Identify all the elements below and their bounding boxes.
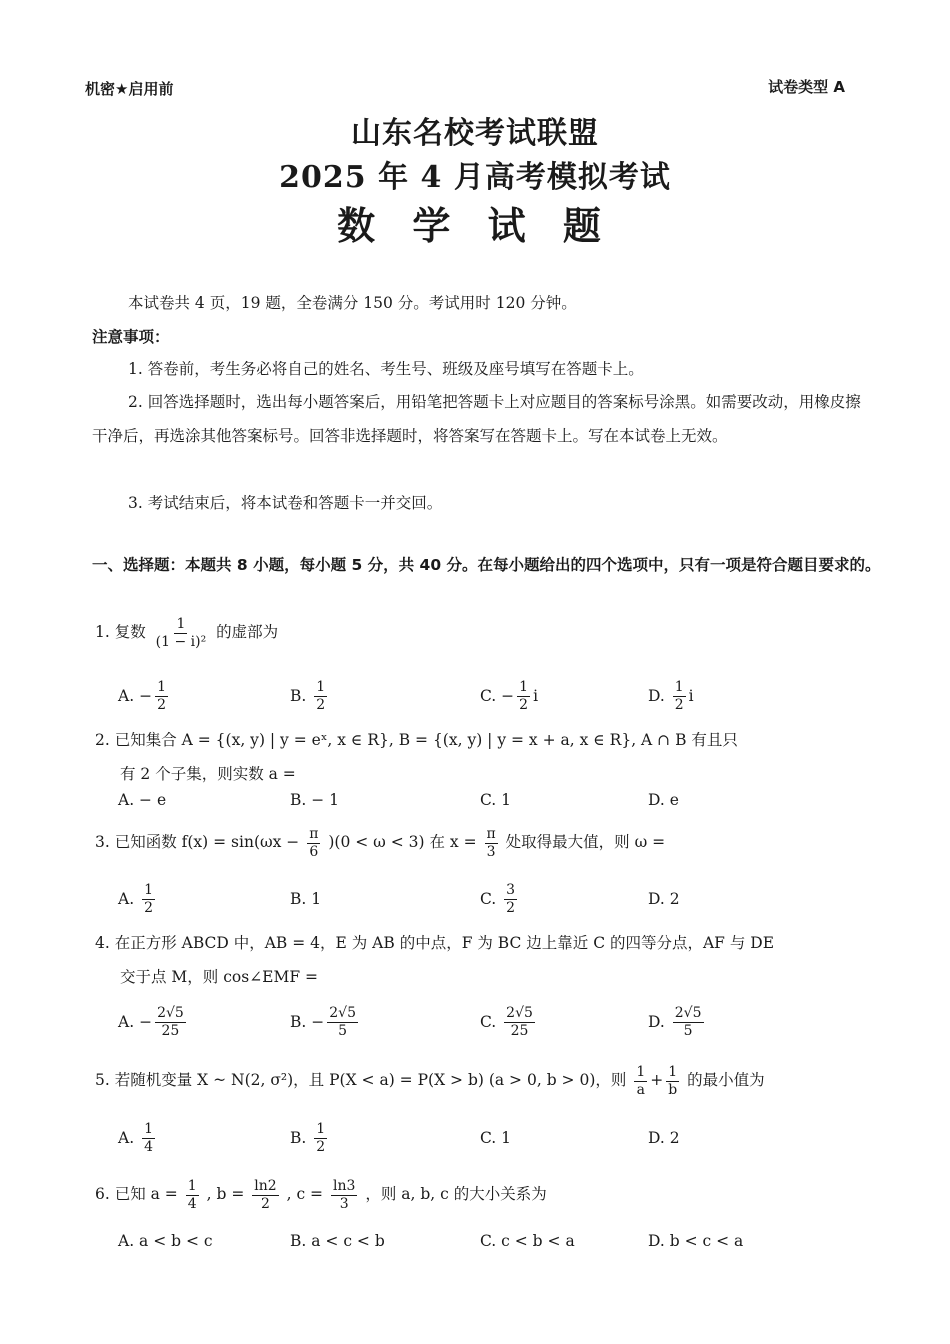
option-d[interactable]: D. 2 bbox=[648, 890, 680, 908]
option-a[interactable]: A. − $\frac{2√5}{25}$ bbox=[118, 1004, 184, 1039]
option-a[interactable]: A. a < b < c bbox=[118, 1232, 213, 1250]
question-6: 6. 已知 a = $\frac{1}{4}$ , b = $\frac{\ln 2}{2}$ , c = $\frac{\ln 3}{3}$ ，则 a, b, c 的大小关系为 bbox=[95, 1177, 547, 1212]
option-d[interactable]: D. e bbox=[648, 791, 679, 809]
intro-text: 本试卷共 4 页，19 题，全卷满分 150 分。考试用时 120 分钟。 bbox=[128, 294, 577, 312]
question-3: 3. 已知函数 f(x) = sin(ωx − $\frac{\pi}{6}$ )(0 < ω < 3) 在 x = $\frac{\pi}{3}$ 处取得最大值，则 ω = bbox=[95, 825, 666, 860]
exam-date-title: 2025 年 4 月高考模拟考试 bbox=[279, 160, 671, 195]
question-5-options bbox=[118, 1118, 838, 1158]
option-d[interactable]: D. b < c < a bbox=[648, 1232, 744, 1250]
option-b[interactable]: B. 1 bbox=[290, 890, 322, 908]
question-text: 5. 若随机变量 X ~ N(2, σ²)，且 P(X < a) = P(X > b) (a > 0, b > 0)，则 bbox=[95, 1071, 627, 1089]
question-5: 5. 若随机变量 X ~ N(2, σ²)，且 P(X < a) = P(X > b) (a > 0, b > 0)，则 $\frac{1}{a}$ + $\frac{1}{b}$ 的最小值为 bbox=[95, 1063, 765, 1098]
question-text: )(0 < ω < 3) 在 x = bbox=[328, 833, 477, 851]
question-4 bbox=[95, 926, 865, 994]
question-text: 的最小值为 bbox=[687, 1071, 765, 1089]
question-1 bbox=[95, 615, 865, 651]
option-c[interactable]: C. − $\frac{1}{2}$ i bbox=[480, 678, 539, 713]
question-text: 3. 已知函数 f(x) = sin(ωx − bbox=[95, 833, 300, 851]
option-a[interactable]: A. − e bbox=[118, 791, 167, 809]
paper-type-label: 试卷类型 A bbox=[768, 78, 845, 96]
confidential-label: 机密★启用前 bbox=[85, 80, 174, 98]
question-4-options bbox=[118, 1002, 838, 1042]
option-b[interactable]: B. − 1 bbox=[290, 791, 340, 809]
note-item: 3. 考试结束后，将本试卷和答题卡一并交回。 bbox=[128, 494, 443, 512]
question-text: 1. 复数 bbox=[95, 623, 146, 641]
question-text: 4. 在正方形 ABCD 中，AB = 4，E 为 AB 的中点，F 为 BC 边上靠近 C 的四等分点，AF 与 DE bbox=[95, 934, 775, 952]
option-d[interactable]: D. $\frac{2√5}{5}$ bbox=[648, 1004, 702, 1039]
option-d[interactable]: D. 2 bbox=[648, 1129, 680, 1147]
option-b[interactable]: B. − $\frac{2√5}{5}$ bbox=[290, 1004, 357, 1039]
option-c[interactable]: C. $\frac{2√5}{25}$ bbox=[480, 1004, 533, 1039]
fraction: $\frac{1}{\text{(1 − i)²}}$ bbox=[155, 615, 207, 650]
question-text: ，则 a, b, c 的大小关系为 bbox=[365, 1185, 547, 1203]
question-3-options bbox=[118, 879, 838, 919]
note-item: 2. 回答选择题时，选出每小题答案后，用铅笔把答题卡上对应题目的答案标号涂黑。如需要改动，用橡皮擦干净后，再选涂其他答案标号。回答非选择题时，将答案写在答题卡上。写在本试卷上无效。 bbox=[92, 393, 861, 445]
option-b[interactable]: B. $\frac{1}{2}$ bbox=[290, 1120, 326, 1155]
exam-organizer-title: 山东名校考试联盟 bbox=[351, 116, 599, 151]
subject-title: 数 学 试 题 bbox=[337, 203, 613, 248]
option-a[interactable]: A. − $\frac{1}{2}$ bbox=[118, 678, 166, 713]
question-1-options bbox=[118, 676, 838, 716]
notes-heading: 注意事项： bbox=[92, 328, 170, 346]
option-b[interactable]: B. a < c < b bbox=[290, 1232, 385, 1250]
question-text: 处取得最大值，则 ω = bbox=[505, 833, 666, 851]
question-2-options bbox=[118, 780, 838, 820]
option-b[interactable]: B. $\frac{1}{2}$ bbox=[290, 678, 326, 713]
question-text: 2. 已知集合 A = {(x, y) | y = eˣ, x ∈ R}, B = {(x, y) | y = x + a, x ∈ R}, A ∩ B 有且只 bbox=[95, 731, 738, 749]
option-c[interactable]: C. 1 bbox=[480, 791, 512, 809]
question-text: 有 2 个子集，则实数 a = bbox=[120, 765, 296, 783]
option-c[interactable]: C. 1 bbox=[480, 1129, 512, 1147]
option-c[interactable]: C. $\frac{3}{2}$ bbox=[480, 881, 516, 916]
note-item: 1. 答卷前，考生务必将自己的姓名、考生号、班级及座号填写在答题卡上。 bbox=[128, 360, 644, 378]
option-a[interactable]: A. $\frac{1}{4}$ bbox=[118, 1120, 153, 1155]
question-text: 6. 已知 a = bbox=[95, 1185, 178, 1203]
option-c[interactable]: C. c < b < a bbox=[480, 1232, 575, 1250]
question-6-options bbox=[118, 1221, 838, 1261]
option-a[interactable]: A. $\frac{1}{2}$ bbox=[118, 881, 153, 916]
option-d[interactable]: D. $\frac{1}{2}$ i bbox=[648, 678, 694, 713]
question-text: 的虚部为 bbox=[216, 623, 279, 641]
section-heading: 一、选择题：本题共 8 小题，每小题 5 分，共 40 分。在每小题给出的四个选项中，只有一项是符合题目要求的。 bbox=[92, 556, 881, 574]
question-text: 交于点 M，则 cos∠EMF = bbox=[120, 968, 319, 986]
